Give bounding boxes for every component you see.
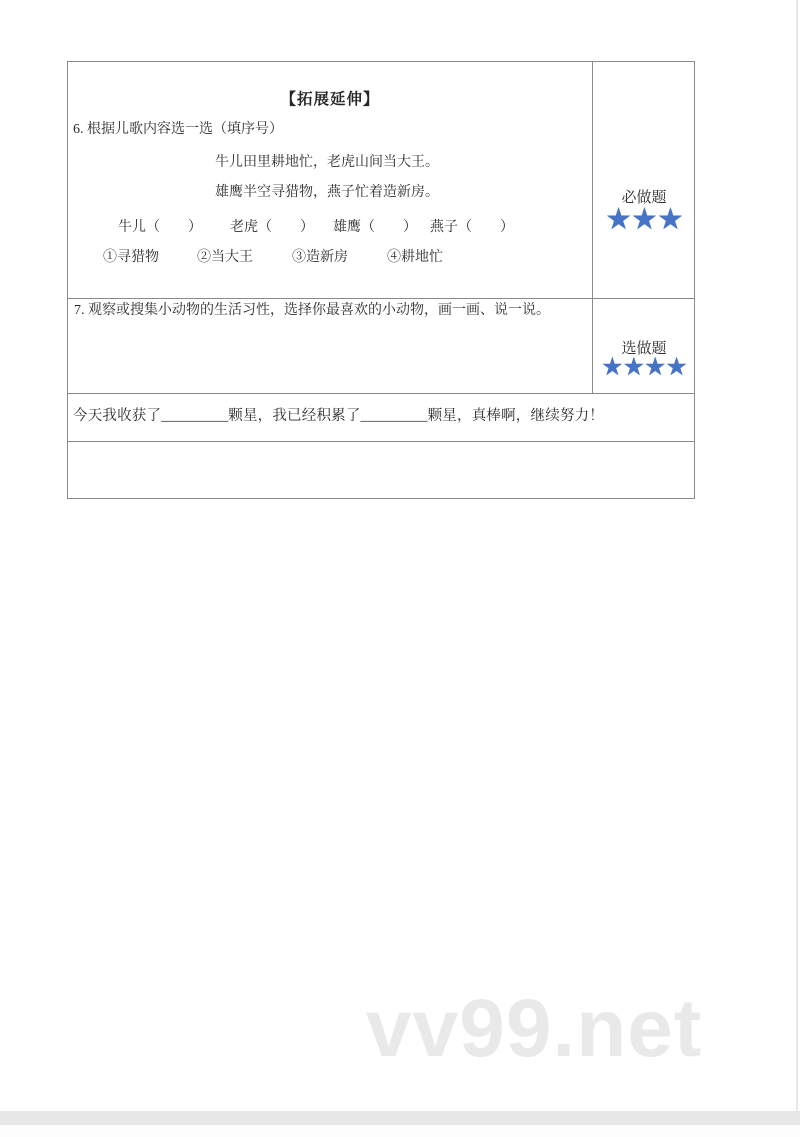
- question-6-prompt: 6. 根据儿歌内容选一选（填序号）: [73, 122, 283, 137]
- answer-blank-swallow: 燕子（ ）: [430, 220, 514, 235]
- option-4: ④耕地忙: [387, 250, 443, 265]
- option-1: ①寻猎物: [103, 250, 159, 265]
- star-icon: ★: [665, 354, 687, 381]
- section-title: 【拓展延伸】: [280, 91, 380, 108]
- poem-line-1: 牛儿田里耕地忙，老虎山间当大王。: [215, 155, 439, 170]
- required-question-stars: [593, 205, 695, 235]
- row-divider-2: [67, 393, 695, 394]
- option-2: ②当大王: [197, 250, 253, 265]
- page-right-edge: [796, 0, 798, 1111]
- required-question-badge: 必做题: [621, 190, 667, 206]
- answer-blank-ox: 牛儿（ ）: [118, 220, 202, 235]
- optional-question-badge: 选做题: [621, 341, 667, 357]
- star-summary-line: 今天我收获了_________颗星，我已经积累了_________颗星，真棒啊，继续努力！: [73, 408, 604, 424]
- star-icon: ★: [601, 354, 623, 381]
- watermark: vv99.net: [366, 983, 703, 1074]
- option-3: ③造新房: [292, 250, 348, 265]
- answer-blank-eagle: 雄鹰（ ）: [333, 220, 417, 235]
- row-divider-1: [67, 298, 695, 299]
- optional-question-stars: [593, 355, 695, 380]
- star-icon: ★: [656, 203, 683, 236]
- star-icon: ★: [622, 354, 644, 381]
- row-divider-3: [67, 441, 695, 442]
- star-icon: ★: [644, 354, 666, 381]
- next-page-top: [0, 1125, 800, 1137]
- answer-blank-tiger: 老虎（ ）: [230, 220, 314, 235]
- page-separator-band: [0, 1111, 800, 1125]
- star-icon: ★: [631, 203, 657, 236]
- star-icon: ★: [605, 203, 632, 236]
- poem-line-2: 雄鹰半空寻猎物，燕子忙着造新房。: [215, 185, 439, 200]
- question-7-prompt: 7. 观察或搜集小动物的生活习性，选择你最喜欢的小动物，画一画、说一说。: [74, 303, 550, 318]
